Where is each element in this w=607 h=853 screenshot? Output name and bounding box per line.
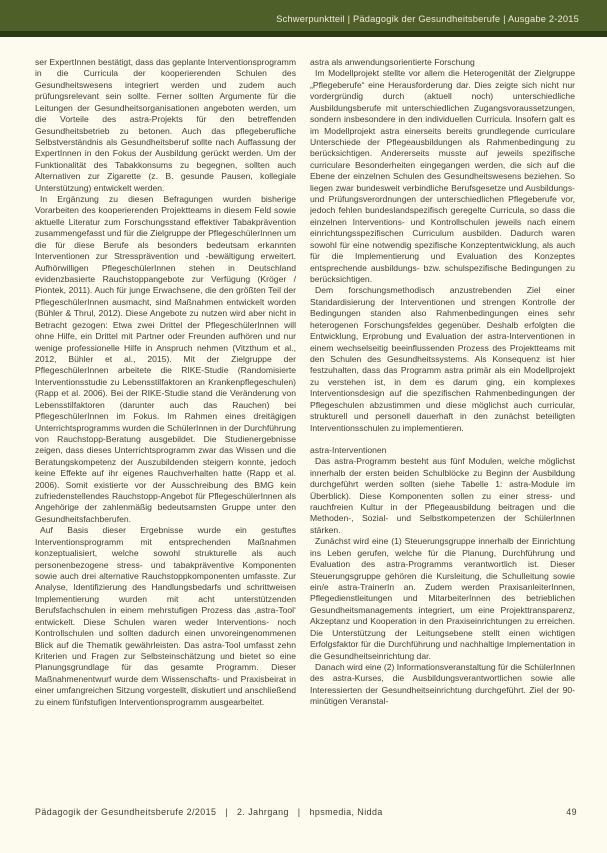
paragraph: Zunächst wird eine (1) Steuerungsgruppe innerhalb der Einrichtung ins Leben gerufen, welche für die Planung, Durchführung und Evaluation des astra-Programms verantwortlich ist. Dieser Steuerungsgruppe gehören die Kursleitung, die Schulleitung sowie ein/e astra-TrainerIn an. Zudem werden PraxisanleiterInnen, Pflegedienstleitungen und MitarbeiterInnen des betrieblichen Gesundheitsmanagements integriert, um eine Projekttransparenz, Akzeptanz und Kooperation in den Praxiseinrichtungen zu erreichen. Die Unterstützung der Leitungsebene stellt einen wichtigen Erfolgsfaktor für die Durchführung und nachhaltige Implementation in die Gesundheitseinrichtung dar. (310, 536, 575, 661)
footer-imprint (35, 807, 383, 817)
section-heading-astra-forschung: astra als anwendungsorientierte Forschung (310, 57, 475, 67)
running-title: Schwerpunktteil | Pädagogik der Gesundheitsberufe | Ausgabe 2-2015 (276, 13, 579, 24)
page-number: 49 (566, 807, 577, 817)
paragraph: Danach wird eine (2) Informationsveranstaltung für die SchülerInnen des astra-Kurses, die Ausbildungsverantwortlichen sowie alle Interessierten der Gesundheitseinrichtung durchgeführt. Ziel der 90-minütigen Veranstal- (310, 661, 575, 707)
right-column (310, 57, 575, 793)
paragraph: ser ExpertInnen bestätigt, dass das geplante Interventionsprogramm in die Curricula der kooperierenden Schulen des Gesundheitswesens integriert werden und zudem auch prüfungsrelevant sein sollte. Ferner sollten Argumente für die Leitungen der Gesundheitsorganisationen angeboten werden, um die Vorteile des astra-Projekts für den betreffenden Gesundheitsbetrieb zu betonen. Auch das pflegeberufliche Selbstverständnis als Gesundheitsberuf sollte nach Auffassung der ExpertInnen in den Fokus der Ausbildung gerückt werden. Um der Funktionalität des Tabakkonsums zu begegnen, sollten auch Alternativen zur Zigarette (z. B. gesunde Pausen, kollegiale Unterstützung) entwickelt werden. (35, 57, 296, 193)
footer-separator: | (297, 807, 301, 817)
footer-separator: | (225, 807, 229, 817)
paragraph: In Ergänzung zu diesen Befragungen wurden bisherige Vorarbeiten des kooperierenden Projektteams in diesem Feld sowie aktuelle Literatur zum Forschungsstand effektiver Tabakprävention zusammengefasst und für die Zielgruppe der PflegeschülerInnen um die für diese Berufe als besonders bedeutsam erkannten Interventionen zur Stressprävention und -bewältigung erweitert. Aufhörwilligen PflegeschülerInnen stehen in Deutschland evidenzbasierte Rauchstoppangebote zur Verfügung (Kröger / Piontek, 2011). Auch für junge Erwachsene, die den größten Teil der PflegeschülerInnen ausmacht, sind Maßnahmen entwickelt worden (Bühler & Thrul, 2012). Diese Angebote zu nutzen wird aber nicht in Betracht gezogen: Etwa zwei Drittel der PflegeschülerInnen will ohne Hilfe, ein Drittel mit Partner oder Freunden aufhören und nur wenige professionelle Hilfe in Anspruch nehmen (Vitzthum et al., 2012, Bühler et al., 2015). Mit der Zielgruppe der PflegeschülerInnen arbeitete die RIKE-Studie (Randomisierte Interventionsstudie zu Lebensstilfaktoren an Krankenpflegeschulen) (Rapp et al. 2006). Bei der RIKE-Studie stand die Veränderung von Lebensstilfaktoren (darunter auch das Rauchen) bei PflegeschülerInnen im Fokus. Im Rahmen eines dreitägigen Unterrichtsprogramms wurden die SchülerInnen in der Durchführung von Rauchstopp-Beratung ausgebildet. Die Studienergebnisse zeigen, dass dieses Unterrichtsprogramm zwar das Wissen und die Beratungskompetenz der Auszubildenden steigern konnte, jedoch keine Effekte auf ihr eigenes Rauchverhalten hatte (Rapp et al. 2006). Somit existierte vor der Ausschreibung des BMG kein zufriedenstellendes Rauchstopp-Angebot für PflegeschülerInnen als Angehörige der zahlenmäßig bedeutsamsten Gruppe unter den Gesundheitsfachberufen. (35, 194, 296, 524)
header-rule (0, 31, 607, 37)
header-bar (0, 0, 607, 31)
paragraph: Das astra-Programm besteht aus fünf Modulen, welche möglichst innerhalb der ersten beiden Schulblöcke zu Beginn der Ausbildung durchgeführt werden sollten (siehe Tabelle 1: astra-Module im Überblick). Diese Komponenten sollen zu einer stress- und rauchfreien Kultur in der Pflegeausbildung beitragen und die Methoden-, Sozial- und Selbstkompetenzen der SchülerInnen stärken. (310, 456, 575, 535)
paragraph: Dem forschungsmethodisch anzustrebenden Ziel einer Standardisierung der Interventionen und strengen Kontrolle der Bedingungen standen also Rahmenbedingungen eines sehr heterogenen Forschungsfeldes gegenüber. Deshalb erfolgten die Entwicklung, Erprobung und Evaluation der astra-Interventionen in einem wechselseitig beeinflussenden Prozess des Projektteams mit den Schulen des Gesundheitssystems. Als Konsequenz ist hier festzuhalten, dass das Programm astra primär als ein Modellprojekt zu verstehen ist, in dem es darum ging, ein komplexes Interventionsdesign auf die spezifischen Rahmenbedingungen der Pflegeschulen abzustimmen und diese möglichst auch curricular, strukturell und personell dauerhaft in den zunächst beteiligten Interventionsschulen zu implementieren. (310, 285, 575, 433)
section-heading-astra-interventionen: astra-Interventionen (310, 444, 387, 455)
article-body (35, 57, 575, 793)
footer-volume: 2. Jahrgang (237, 807, 289, 817)
footer (35, 807, 577, 817)
paragraph: Im Modellprojekt stellte vor allem die Heterogenität der Zielgruppe „Pflegeberufe“ eine Herausforderung dar. Dies zeigte sich nicht nur vordergründig durch (aktuell noch) unterschiedliche Ausbildungsberufe mit unterschiedlichen Zugangsvoraussetzungen, sondern insbesondere in den individuellen Curricula. Insofern galt es im Modellprojekt astra einerseits bereits grundlegende curriculare Unterschiede der Pflegeausbildungen als Rahmenbedingung zu berücksichtigen. Andererseits musste auf jeweils spezifische curriculare Besonderheiten eingegangen werden, die sich auf die Ebene der einzelnen Schulen des Gesundheitswesens beziehen. So liegen zwar bundesweit verbindliche Berufsgesetze und Ausbildungs- und Prüfungsverordnungen der unterschiedlichen Pflegeberufe vor, jedoch fehlen bundeslandspezifisch geregelte Curricula, so dass die einzelnen Interventions- und Kontrollschulen jeweils nach einem einrichtungsspezifischen Curriculum ausbilden. Dadurch waren sowohl für eine notwendig spezifische Konzeptentwicklung, als auch für die Implementierung und Evaluation des Konzeptes entsprechende ausbildungs- bzw. schulspezifische Bedingungen zu berücksichtigen. (310, 68, 575, 285)
paragraph: Auf Basis dieser Ergebnisse wurde ein gestuftes Interventionsprogramm mit entsprechenden Maßnahmen konzeptualisiert, welche sowohl strukturelle als auch personenbezogene stress- und tabakpräventive Komponenten sowie auch drei alternative Rauchstoppkomponenten umfasste. Zur Analyse, Identifizierung des Handlungsbedarfs und schrittweisen Implementierung wurden mit acht unterstützenden Berufsfachschulen in einem mehrstufigen Prozess das ‚astra-Tool‘ entwickelt. Diese Schulen waren weder Interventions- noch Kontrollschulen und sollten dadurch einen unvoreingenommenen Blick auf die Thematik gewährleisten. Das astra-Tool umfasst zehn Kriterien und Fragen zur Selbsteinschätzung und bietet so eine Planungsgrundlage für das gesamte Programm. Dieser Maßnahmenentwurf wurde dem Wissenschafts- und Praxisbeirat in einer umfangreichen Sitzung vorgestellt, diskutiert und anschließend zu einem fünfstufigen Interventionsprogramm ausgearbeitet. (35, 525, 296, 707)
footer-journal-title: Pädagogik der Gesundheitsberufe 2/2015 (35, 807, 217, 817)
footer-publisher: hpsmedia, Nidda (309, 807, 383, 817)
left-column (35, 57, 296, 793)
